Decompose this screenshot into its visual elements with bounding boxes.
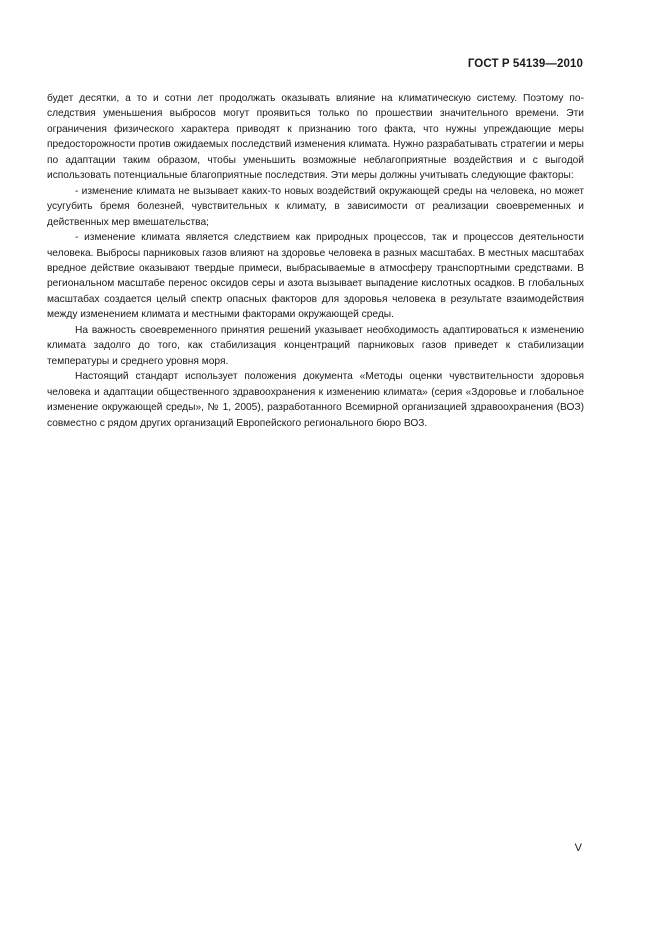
- paragraph-intro: будет десятки, а то и сотни лет продолжать оказывать влияние на климатическую систему. Поэтому последствия уменьшения выбросов могут проявиться только по прошествии значительного времени. Эти ограничения физического характера приводят к признанию того факта, что нужны упреждающие меры предосторожности против ожидаемых последствий изменения климата. Нужно разрабатывать стратегии и меры по адаптации таким образом, чтобы уменьшить возможные неблагоприятные воздействия и с выгодой использовать потенциальные благоприятные последствия. Эти меры должны учитывать следующие факторы:: [47, 93, 584, 182]
- page-number: V: [574, 842, 582, 854]
- paragraph-standard-basis: Настоящий стандарт использует положения документа «Методы оценки чувствительности здоровья человека и адаптации общественного здравоохранения к изменению климата» (серия «Здоровье и глобальное изменение окружающей среды», № 1, 2005), разработанного Всемирной организацией здравоохранения (ВОЗ) совместно с рядом других организаций Европейского регионального бюро ВОЗ.: [47, 371, 584, 429]
- body-text: [47, 91, 584, 431]
- document-code-header: ГОСТ Р 54139—2010: [467, 58, 583, 70]
- paragraph-timely-decisions: На важность своевременного принятия решений указывает необходимость адаптироваться к изменению климата задолго до того, как стабилизация концентраций парниковых газов приведет к стабилизации температуры и среднего уровня моря.: [47, 324, 584, 367]
- bullet-item-emissions: - изменение климата является следствием как природных процессов, так и процессов деятельности человека. Выбросы парниковых газов влияют на здоровье человека в разных масштабах. В местных масштабах вредное действие оказывают твердые примеси, выбрасываемые в атмосферу транспортными средствами. В региональном масштабе перенос оксидов серы и азота вызывает выпадение кислотных осадков. В глобальных масштабах создается целый спектр опасных факторов для здоровья человека в результате взаимодействия между изменением климата и местными факторами окружающей среды.: [47, 232, 584, 321]
- bullet-item-disease-burden: - изменение климата не вызывает каких-то новых воздействий окружающей среды на человека, но может усугубить бремя болезней, чувствительных к климату, в зависимости от реализации своевременных и действенных мер вмешательства;: [47, 185, 584, 228]
